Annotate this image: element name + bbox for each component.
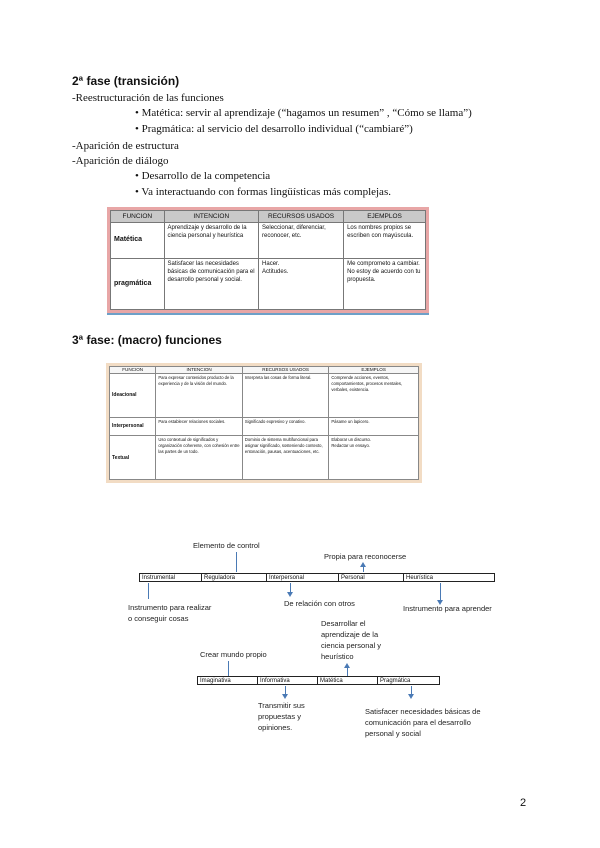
table-cell-funcion: Matética xyxy=(111,223,165,259)
table-row xyxy=(110,417,419,436)
label-satisfacer-2: comunicación para el desarrollo xyxy=(365,718,471,727)
connector-line xyxy=(148,583,149,599)
bar-cell: Personal xyxy=(339,574,404,581)
table-cell: Pásame un lapicero. xyxy=(329,417,419,436)
text-reestructuracion: -Reestructuración de las funciones xyxy=(72,92,224,104)
table-cell-funcion: pragmática xyxy=(111,258,165,309)
table-fase3-image xyxy=(106,363,422,483)
bar-cell: Heurística xyxy=(406,575,434,581)
table-cell-funcion: Textual xyxy=(110,436,156,480)
table-header-cell: RECURSOS USADOS xyxy=(259,211,344,223)
table-cell: Comprende acciones, eventos, comportamientos, procesos mentales, verbales, existencia. xyxy=(329,374,419,418)
label-desarrollar-1: Desarrollar el xyxy=(321,619,366,628)
table-cell: Seleccionar, diferenciar, reconocer, etc. xyxy=(259,223,344,259)
table-cell: Dominio de sistema multifuncional para asignar significado, sosteniendo contexto, entonación, pausas, acentuaciones, etc. xyxy=(242,436,329,480)
text-dialogo: -Aparición de diálogo xyxy=(72,155,169,167)
table-fase2-image xyxy=(107,207,429,315)
table-cell: Los nombres propios se escriben con mayúscula. xyxy=(344,223,426,259)
bar-cell: Pragmática xyxy=(380,678,411,684)
table-header-cell: INTENCION xyxy=(164,211,259,223)
table-cell: Aprendizaje y desarrollo de la ciencia personal y heurística xyxy=(164,223,259,259)
arrow-down-icon xyxy=(287,592,293,597)
table-cell: Interpreta las cosas de forma literal. xyxy=(242,374,329,418)
connector-line xyxy=(347,667,348,676)
table-cell: Significado expresivo y conativo. xyxy=(242,417,329,436)
bullet-competencia: • Desarrollo de la competencia xyxy=(135,170,271,182)
table-row xyxy=(111,223,426,259)
bullet-interactuando: • Va interactuando con formas lingüísticas más complejas. xyxy=(135,186,391,198)
table-header-row xyxy=(110,367,419,374)
table-cell: Me comprometo a cambiar. No estoy de acuerdo con tu propuesta. xyxy=(344,258,426,309)
bar-cell: Reguladora xyxy=(202,574,267,581)
connector-line xyxy=(236,552,237,572)
label-satisfacer-1: Satisfacer necesidades básicas de xyxy=(365,707,481,716)
table-cell: Uso contextual de significados y organización coherente, con cohesión entre las partes de un todo. xyxy=(156,436,243,480)
label-desarrollar-4: heurístico xyxy=(321,652,354,661)
bullet-pragmatica: • Pragmática: al servicio del desarrollo individual (“cambiaré”) xyxy=(135,123,413,135)
label-desarrollar-3: ciencia personal y xyxy=(321,641,382,650)
bar-cell: Matética xyxy=(318,677,378,684)
label-instrumento-aprender: Instrumento para aprender xyxy=(403,604,492,613)
table-header-cell: RECURSOS USADOS xyxy=(242,367,329,374)
table-header-cell: FUNCION xyxy=(111,211,165,223)
table-cell: Para establecer relaciones sociales. xyxy=(156,417,243,436)
label-satisfacer-3: personal y social xyxy=(365,729,421,738)
label-desarrollar-2: aprendizaje de la xyxy=(321,630,379,639)
label-transmitir-2: propuestas y xyxy=(258,712,301,721)
table-cell: Hacer. Actitudes. xyxy=(259,258,344,309)
connector-line xyxy=(411,686,412,694)
label-transmitir-3: opiniones. xyxy=(258,723,293,732)
table-header-cell: INTENCION xyxy=(156,367,243,374)
arrow-down-icon xyxy=(408,694,414,699)
label-instrumento-realizar-2: o conseguir cosas xyxy=(128,614,189,623)
connector-line xyxy=(363,566,364,572)
label-instrumento-realizar-1: Instrumento para realizar xyxy=(128,603,212,612)
connector-line xyxy=(290,583,291,592)
label-transmitir-1: Transmitir sus xyxy=(258,701,305,710)
table-cell: Satisfacer las necesidades básicas de comunicación para el desarrollo personal y social. xyxy=(164,258,259,309)
label-elemento-control: Elemento de control xyxy=(193,541,260,550)
page-number: 2 xyxy=(520,797,527,809)
bullet-matetica: • Matética: servir al aprendizaje (“hagamos un resumen” , “Cómo se llama”) xyxy=(135,107,472,119)
text-estructura: -Aparición de estructura xyxy=(72,140,179,152)
table-header-cell: EJEMPLOS xyxy=(329,367,419,374)
table-cell: Para expresar contenidos producto de la experiencia y de la visión del mundo. xyxy=(156,374,243,418)
functions-bar-2 xyxy=(197,676,440,685)
table-header-cell: FUNCION xyxy=(110,367,156,374)
label-crear-mundo: Crear mundo propio xyxy=(200,650,267,659)
label-propia: Propia para reconocerse xyxy=(324,552,407,561)
table-row xyxy=(111,258,426,309)
functions-bar-1 xyxy=(139,573,495,582)
connector-line xyxy=(285,686,286,694)
table-row xyxy=(110,374,419,418)
label-relacion: De relación con otros xyxy=(284,599,355,608)
connector-line xyxy=(228,661,229,676)
bar-cell: Informativa xyxy=(258,677,318,684)
bar-cell: Interpersonal xyxy=(267,574,339,581)
bar-cell: Imaginativa xyxy=(198,677,258,684)
table-fase3 xyxy=(109,366,419,480)
table-cell-funcion: Interpersonal xyxy=(110,417,156,436)
arrow-down-icon xyxy=(282,694,288,699)
table-cell: Elaborar un discurso. Redactar un ensayo. xyxy=(329,436,419,480)
connector-line xyxy=(440,583,441,601)
table-cell-funcion: Ideacional xyxy=(110,374,156,418)
heading-fase-3: 3ª fase: (macro) funciones xyxy=(72,333,222,347)
table-header-row xyxy=(111,211,426,223)
table-header-cell: EJEMPLOS xyxy=(344,211,426,223)
table-row xyxy=(110,436,419,480)
bar-cell: Instrumental xyxy=(140,574,202,581)
heading-fase-2: 2ª fase (transición) xyxy=(72,74,180,88)
table-fase2 xyxy=(110,210,426,310)
